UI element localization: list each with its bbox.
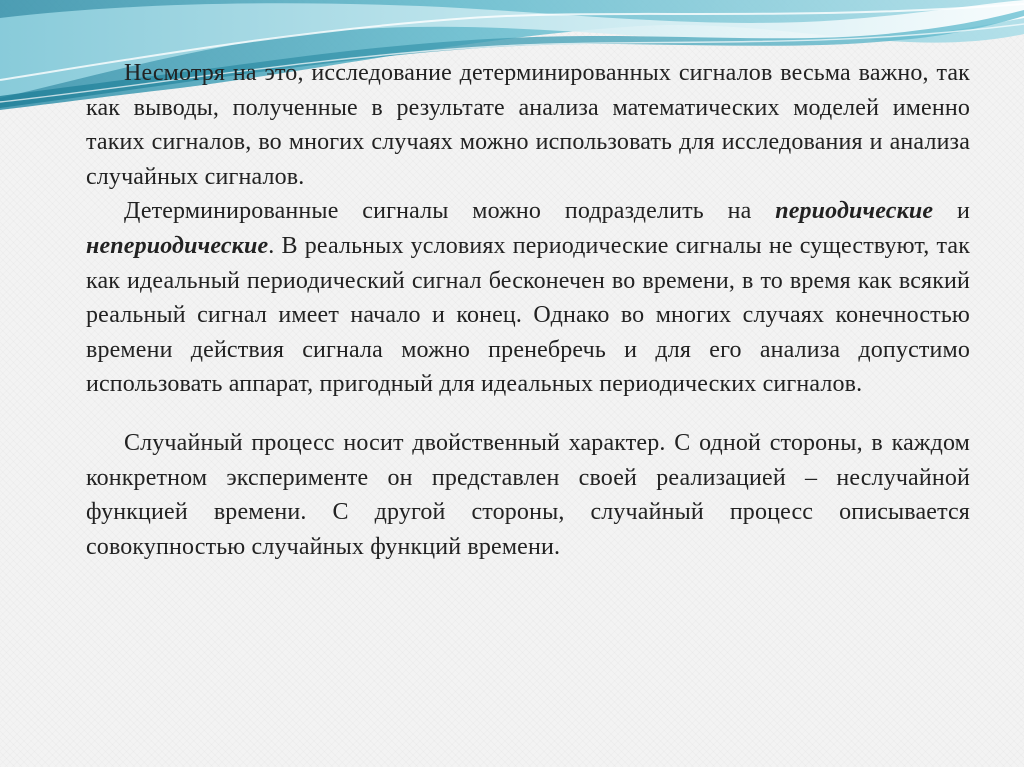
paragraph-periodic-signals — [86, 194, 970, 402]
paragraph-deterministic-importance: Несмотря на это, исследование детерминированных сигналов весьма важно, так как выводы, полученные в результате анализа математических моделей именно таких сигналов, во многих случаях можно использовать для исследования и анализа случайных сигналов. — [86, 60, 970, 190]
slide-body — [86, 56, 970, 564]
paragraph-random-process: Случайный процесс носит двойственный характер. С одной стороны, в каждом конкретном эксперименте он представлен своей реализацией – неслучайной функцией времени. С другой стороны, случайный процесс описывается совокупностью случайных функций времени. — [86, 429, 970, 560]
term-nonperiodic: непериодические — [86, 232, 269, 259]
term-periodic: периодические — [775, 198, 934, 225]
paragraph-text-before: Детерминированные сигналы можно подразделить на — [124, 198, 776, 225]
paragraph-text-after: . В реальных условиях периодические сигналы не существуют, так как идеальный периодический сигнал бесконечен во времени, в то время как всякий реальный сигнал имеет начало и конец. Однако во многих случаях конечностью времени действия сигнала можно пренебречь и для его анализа допустимо использовать аппарат, пригодный для идеальных периодических сигналов. — [86, 232, 970, 398]
paragraph-text-middle: и — [933, 198, 970, 225]
